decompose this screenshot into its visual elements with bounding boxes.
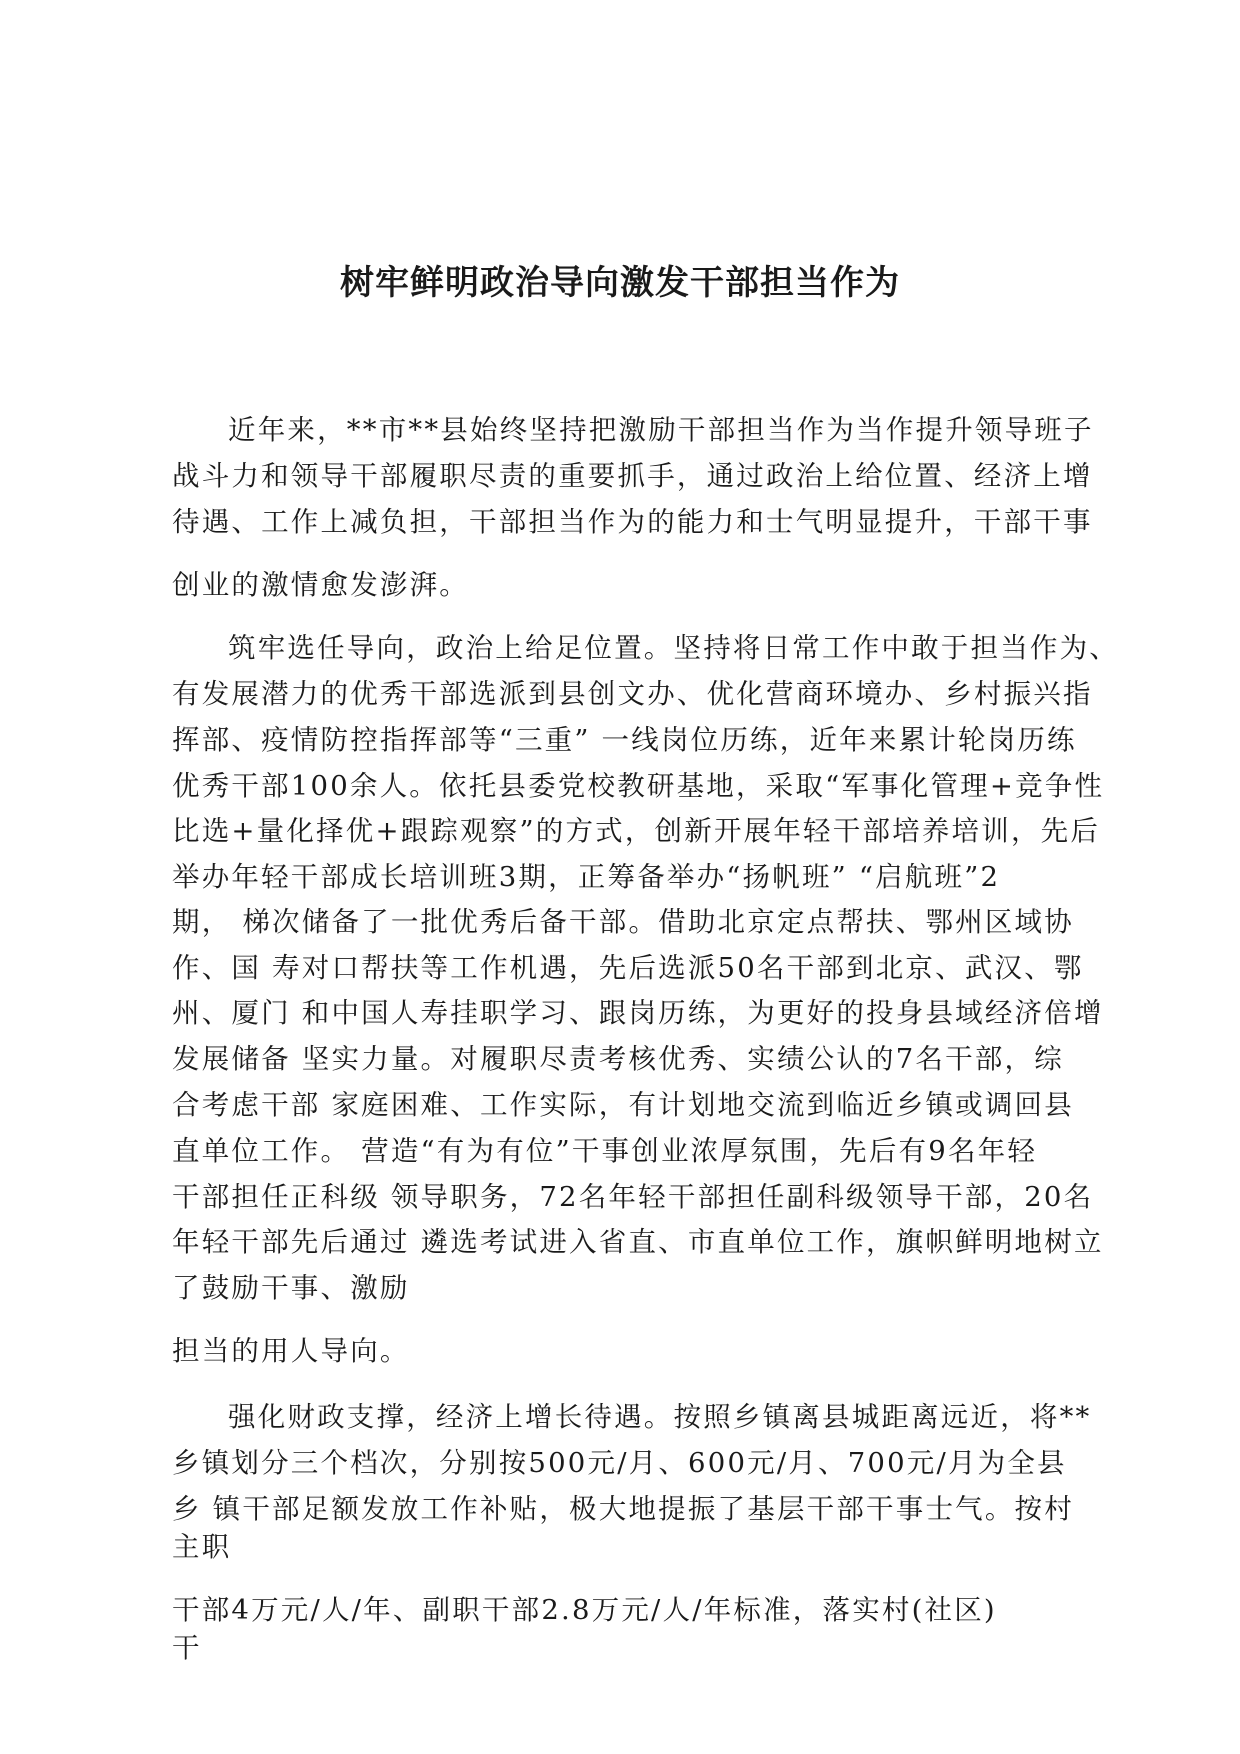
paragraph-line: 作、国 寿对口帮扶等工作机遇，先后选派50名干部到北京、武汉、鄂	[172, 952, 1084, 984]
document-title: 树牢鲜明政治导向激发干部担当作为	[340, 263, 900, 303]
paragraph-line: 期， 梯次储备了一批优秀后备干部。借助北京定点帮扶、鄂州区域协	[172, 906, 1074, 938]
paragraph-line: 乡镇划分三个档次，分别按500元/月、600元/月、700元/月为全县	[172, 1447, 1067, 1479]
paragraph-line: 待遇、工作上减负担，干部担当作为的能力和士气明显提升，干部干事	[172, 506, 1093, 538]
paragraph-line: 直单位工作。 营造“有为有位”干事创业浓厚氛围，先后有9名年轻	[172, 1135, 1038, 1167]
paragraph-line: 近年来，**市**县始终坚持把激励干部担当作为当作提升领导班子	[228, 414, 1094, 446]
paragraph-line: 举办年轻干部成长培训班3期，正筹备举办“扬帆班” “启航班”2	[172, 861, 1001, 893]
paragraph-line: 干	[172, 1632, 202, 1664]
paragraph-line: 比选+量化择优+跟踪观察”的方式，创新开展年轻干部培养培训，先后	[172, 815, 1101, 847]
paragraph-line: 挥部、疫情防控指挥部等“三重” 一线岗位历练，近年来累计轮岗历练	[172, 724, 1077, 756]
paragraph-line: 干部4万元/人/年、副职干部2.8万元/人/年标准，落实村(社区)	[172, 1594, 997, 1626]
paragraph-line: 强化财政支撑，经济上增长待遇。按照乡镇离县城距离远近，将**	[228, 1401, 1092, 1433]
paragraph-line: 有发展潜力的优秀干部选派到县创文办、优化营商环境办、乡村振兴指	[172, 678, 1093, 710]
paragraph-line: 创业的激情愈发澎湃。	[172, 569, 469, 601]
paragraph-line: 战斗力和领导干部履职尽责的重要抓手，通过政治上给位置、经济上增	[172, 460, 1093, 492]
paragraph-line: 合考虑干部 家庭困难、工作实际，有计划地交流到临近乡镇或调回县	[172, 1089, 1074, 1121]
paragraph-line: 筑牢选任导向，政治上给足位置。坚持将日常工作中敢于担当作为、	[228, 632, 1119, 664]
paragraph-line: 干部担任正科级 领导职务，72名年轻干部担任副科级领导干部，20名	[172, 1181, 1094, 1213]
paragraph-line: 发展储备 坚实力量。对履职尽责考核优秀、实绩公认的7名干部，综	[172, 1043, 1064, 1075]
paragraph-line: 担当的用人导向。	[172, 1335, 410, 1367]
paragraph-line: 优秀干部100余人。依托县委党校教研基地，采取“军事化管理+竞争性	[172, 770, 1105, 802]
paragraph-line: 州、厦门 和中国人寿挂职学习、跟岗历练，为更好的投身县域经济倍增	[172, 997, 1104, 1029]
paragraph-line: 年轻干部先后通过 遴选考试进入省直、市直单位工作，旗帜鲜明地树立	[172, 1226, 1104, 1258]
paragraph-line: 乡 镇干部足额发放工作补贴，极大地提振了基层干部干事士气。按村	[172, 1493, 1074, 1525]
paragraph-line: 了鼓励干事、激励	[172, 1272, 410, 1304]
paragraph-line: 主职	[172, 1531, 232, 1563]
